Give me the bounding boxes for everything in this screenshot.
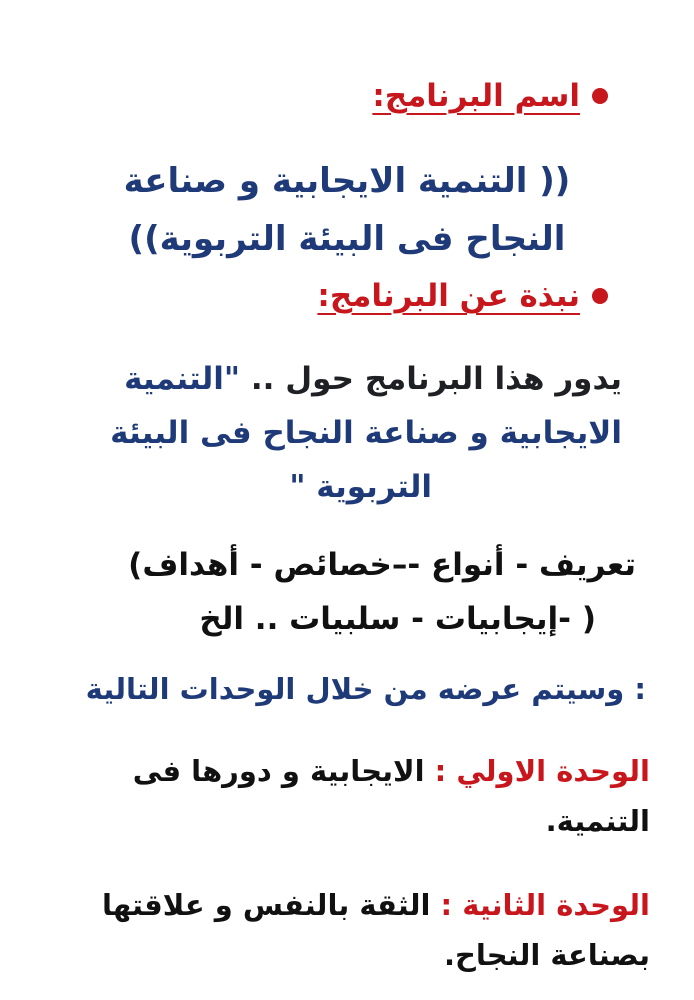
overview-intro — [50, 352, 622, 514]
overview-label: نبذة عن البرنامج: — [317, 278, 580, 314]
units-intro: : وسيتم عرضه من خلال الوحدات التالية — [85, 672, 646, 706]
unit-2 — [90, 880, 650, 980]
intro-quote-1: "التنمية — [124, 361, 251, 397]
intro-quote-2: الايجابية و صناعة النجاح فى البيئة — [110, 415, 622, 451]
overview-heading — [42, 278, 608, 314]
program-title — [70, 152, 624, 268]
topics-line-2: ( -إيجابيات - سلبيات .. الخ — [199, 601, 596, 637]
topics-line-1: تعريف - أنواع -–خصائص - أهداف) — [128, 547, 636, 583]
program-name-label: اسم البرنامج: — [372, 78, 580, 114]
unit-2-name: الوحدة الثانية : — [440, 888, 650, 922]
intro-text: يدور هذا البرنامج حول .. — [250, 361, 622, 397]
bullet-icon — [592, 288, 608, 304]
topics-list — [40, 538, 636, 646]
intro-quote-3: التربوية " — [289, 469, 432, 505]
unit-2-text: الثقة بالنفس و علاقتها بصناعة النجاح. — [101, 888, 650, 972]
program-title-line-1: (( التنمية الايجابية و صناعة — [123, 161, 571, 201]
program-title-line-2: النجاح فى البيئة التربوية)) — [128, 219, 566, 259]
unit-1-name: الوحدة الاولي : — [434, 754, 650, 788]
unit-1 — [40, 746, 650, 846]
unit-1-text: الايجابية و دورها فى التنمية. — [132, 754, 650, 838]
bullet-icon — [592, 88, 608, 104]
program-name-heading — [42, 78, 608, 114]
